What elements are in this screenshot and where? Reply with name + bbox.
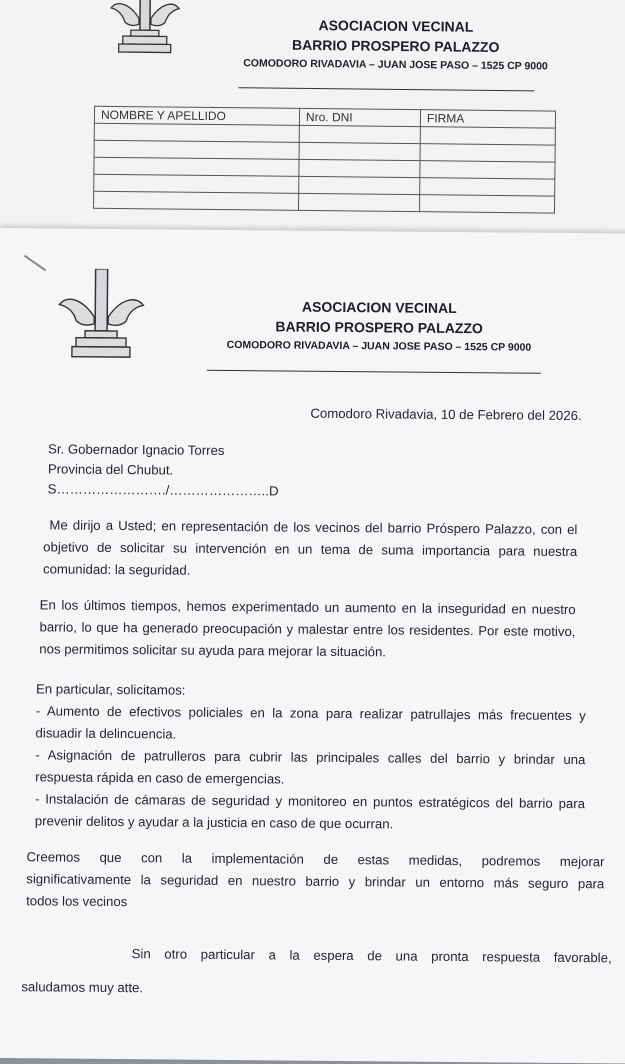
- paragraph-line: objetivo de solicitar su intervención en un tema de suma importancia para nuestra: [43, 539, 578, 560]
- request-item: disuadir la delincuencia.: [35, 725, 177, 742]
- paragraph-line: En los últimos tiempos, hemos experimentado un aumento en la inseguridad en nuestro: [39, 597, 576, 618]
- paragraph-line: significativamente la seguridad en nuestro barrio y brindar un entorno más seguro para: [26, 871, 605, 892]
- back-sheet: [0, 0, 625, 253]
- org-address: COMODORO RIVADAVIA – JUAN JOSE PASO – 1525 CP 9000: [226, 338, 532, 354]
- back-header: [230, 14, 561, 75]
- request-item: prevenir delitos y ayudar a la justicia en caso de que ocurran.: [34, 813, 394, 832]
- paragraph-line: Me dirijo a Usted; en representación de los vecinos del barrio Próspero Palazzo, con el: [49, 517, 578, 538]
- org-subtitle: BARRIO PROSPERO PALAZZO: [291, 36, 500, 55]
- org-name: ASOCIACION VECINAL: [301, 298, 457, 316]
- col-firma: FIRMA: [420, 110, 555, 128]
- salutation-line: S……………………./…………………..D: [47, 481, 279, 499]
- recipient-name: Sr. Gobernador Ignacio Torres: [48, 441, 225, 458]
- table-row: [94, 191, 555, 213]
- request-item: respuesta rápida en caso de emergencias.: [35, 769, 285, 787]
- header-rule: [207, 370, 541, 374]
- org-subtitle: BARRIO PROSPERO PALAZZO: [275, 318, 483, 337]
- org-name: ASOCIACION VECINAL: [318, 17, 474, 35]
- request-intro: En particular, solicitamos:: [35, 681, 186, 698]
- paragraph-2: [39, 594, 576, 665]
- recipient-province: Provincia del Chubut.: [47, 461, 174, 478]
- date-line: Comodoro Rivadavia, 10 de Febrero del 2026.: [310, 405, 582, 424]
- closing-line: saludamos muy atte.: [21, 979, 144, 996]
- col-nombre: NOMBRE Y APELLIDO: [94, 106, 299, 125]
- paragraph-line: barrio, lo que ha generado preocupación y malestar entre los residentes. Por este motivo,: [39, 619, 576, 640]
- org-address: COMODORO RIVADAVIA – JUAN JOSE PASO – 1525 CP 9000: [243, 57, 548, 73]
- header-rule: [238, 87, 534, 91]
- association-logo-icon: [55, 268, 148, 361]
- paragraph-line: comunidad: la seguridad.: [42, 561, 191, 578]
- request-item: - Asignación de patrulleros para cubrir las principales calles del barrio y brindar una: [35, 747, 586, 768]
- paragraph-3: [35, 678, 586, 837]
- signature-table: [93, 106, 556, 214]
- request-item: - Instalación de cámaras de seguridad y monitoreo en puntos estratégicos del barrio para: [34, 791, 586, 812]
- closing: [21, 942, 611, 1003]
- letter-sheet: [0, 228, 625, 1064]
- letter-header: [209, 296, 549, 357]
- paragraph-1: [43, 514, 578, 585]
- closing-line: Sin otro particular a la espera de una pronta respuesta favorable,: [131, 946, 612, 966]
- request-item: - Aumento de efectivos policiales en la zona para realizar patrullajes más frecuentes y: [35, 703, 586, 724]
- paragraph-line: nos permitimos solicitar su ayuda para mejorar la situación.: [39, 641, 387, 660]
- association-logo-icon: [109, 0, 182, 57]
- paragraph-4: [26, 846, 605, 917]
- paragraph-line: Creemos que con la implementación de estas medidas, podremos mejorar: [26, 849, 605, 870]
- paragraph-line: todos los vecinos: [26, 893, 128, 910]
- col-dni: Nro. DNI: [299, 108, 420, 126]
